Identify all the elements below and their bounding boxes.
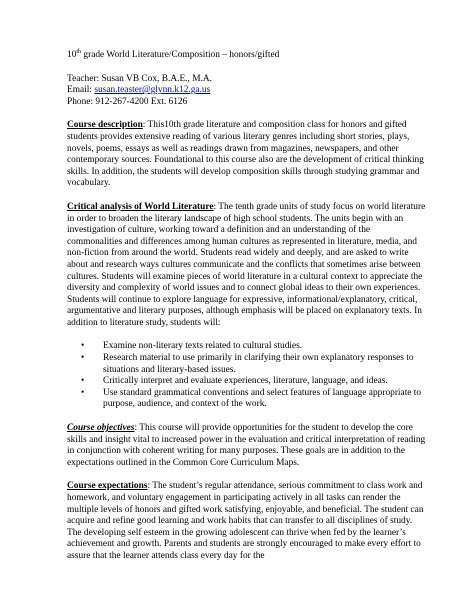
critical-analysis-text: : The tenth grade units of study focus on world literature in order to broaden the literary landscape of high school students. The units begin with an investigation of culture, working toward a definition and an understanding of the commonalities and differences among human cultures as represented in literature, media, and non-fiction from around the world. Students read widely and deeply, and are asked to write about and research ways cultures communicate and the conflicts that sometimes arise between cultures. Students will examine pieces of world literature in a cultural context to appreciate the diversity and complexity of world issues and to connect global ideas to their own experiences. Students will continue to explore language for expressive, informational/explanatory, critical, argumentative and literary purposes, although emphasis will be placed on explanatory texts. In addition to literature study, students will: [67, 201, 426, 328]
document-page [67, 50, 427, 563]
course-expectations-section [67, 481, 427, 562]
bullet-icon: • [81, 376, 85, 387]
document-title [67, 50, 427, 62]
course-objectives-text: : This course will provide opportunities for the student to develop the core skills and insight vital to increased power in the evaluation and critical interpretation of reading in conjunction with coherent writing for many purposes. These goals are in addition to the expectations outlined in the Common Core Curriculum Maps. [67, 423, 426, 468]
bullet-icon: • [81, 387, 85, 398]
list-item-text: Examine non-literary texts related to cultural studies. [103, 341, 303, 352]
course-objectives-heading: Course objectives [67, 423, 135, 434]
course-expectations-text: : The student’s regular attendance, serious commitment to class work and homework, and voluntary engagement in participating actively in all tasks can render the multiple levels of honors and gifted work satisfying, enjoyable, and beneficial. The student can acquire and refine good learning and work habits that can transfer to all disciplines of study. The developing self esteem in the growing adolescent can thrive when fed by the learner’s achievement and growth. Parents and students are strongly encouraged to make every effort to assure that the learner attends class every day for the [67, 481, 424, 561]
phone-line: Phone: 912-267-4200 Ext. 6126 [67, 96, 188, 107]
course-expectations-heading: Course expectations [67, 481, 148, 492]
contact-block [67, 74, 427, 109]
email-link[interactable]: susan.teaster@glynn.k12.ga.us [94, 85, 211, 96]
list-item [81, 376, 427, 388]
bullet-icon: • [81, 341, 85, 352]
list-item-text: Research material to use primarily in clarifying their own explanatory responses to situations and literary-based issues. [103, 353, 414, 375]
course-description-section [67, 120, 427, 190]
skills-list [67, 341, 427, 411]
email-line [67, 85, 427, 97]
email-label: Email: [67, 85, 95, 96]
course-objectives-section [67, 423, 427, 469]
title-prefix: 10 [67, 50, 77, 60]
list-item [81, 341, 427, 353]
course-description-text: : This10th grade literature and composition class for honors and gifted students provides extensive reading of various literary genres including short stories, plays, novels, poems, essays as well as readings drawn from magazines, newspapers, and other contemporary sources. Foundational to this course also are the development of critical thinking skills. In addition, the students will develop composition skills through studying grammar and vocabulary. [67, 120, 424, 189]
critical-analysis-section [67, 202, 427, 330]
list-item [81, 387, 427, 411]
list-item-text: Critically interpret and evaluate experiences, literature, language, and ideas. [103, 376, 388, 387]
critical-analysis-heading: Critical analysis of World Literature [67, 201, 214, 212]
list-item [81, 353, 427, 376]
title-superscript: th [76, 48, 82, 55]
list-item-text: Use standard grammatical conventions and select features of language appropriate to purpose, audience, and context of the work. [103, 387, 422, 410]
teacher-line: Teacher: Susan VB Cox, B.A.E., M.A. [67, 73, 212, 84]
bullet-icon: • [81, 353, 85, 364]
course-description-heading: Course description [67, 120, 143, 131]
title-rest: grade World Literature/Composition – honors/gifted [81, 50, 280, 60]
